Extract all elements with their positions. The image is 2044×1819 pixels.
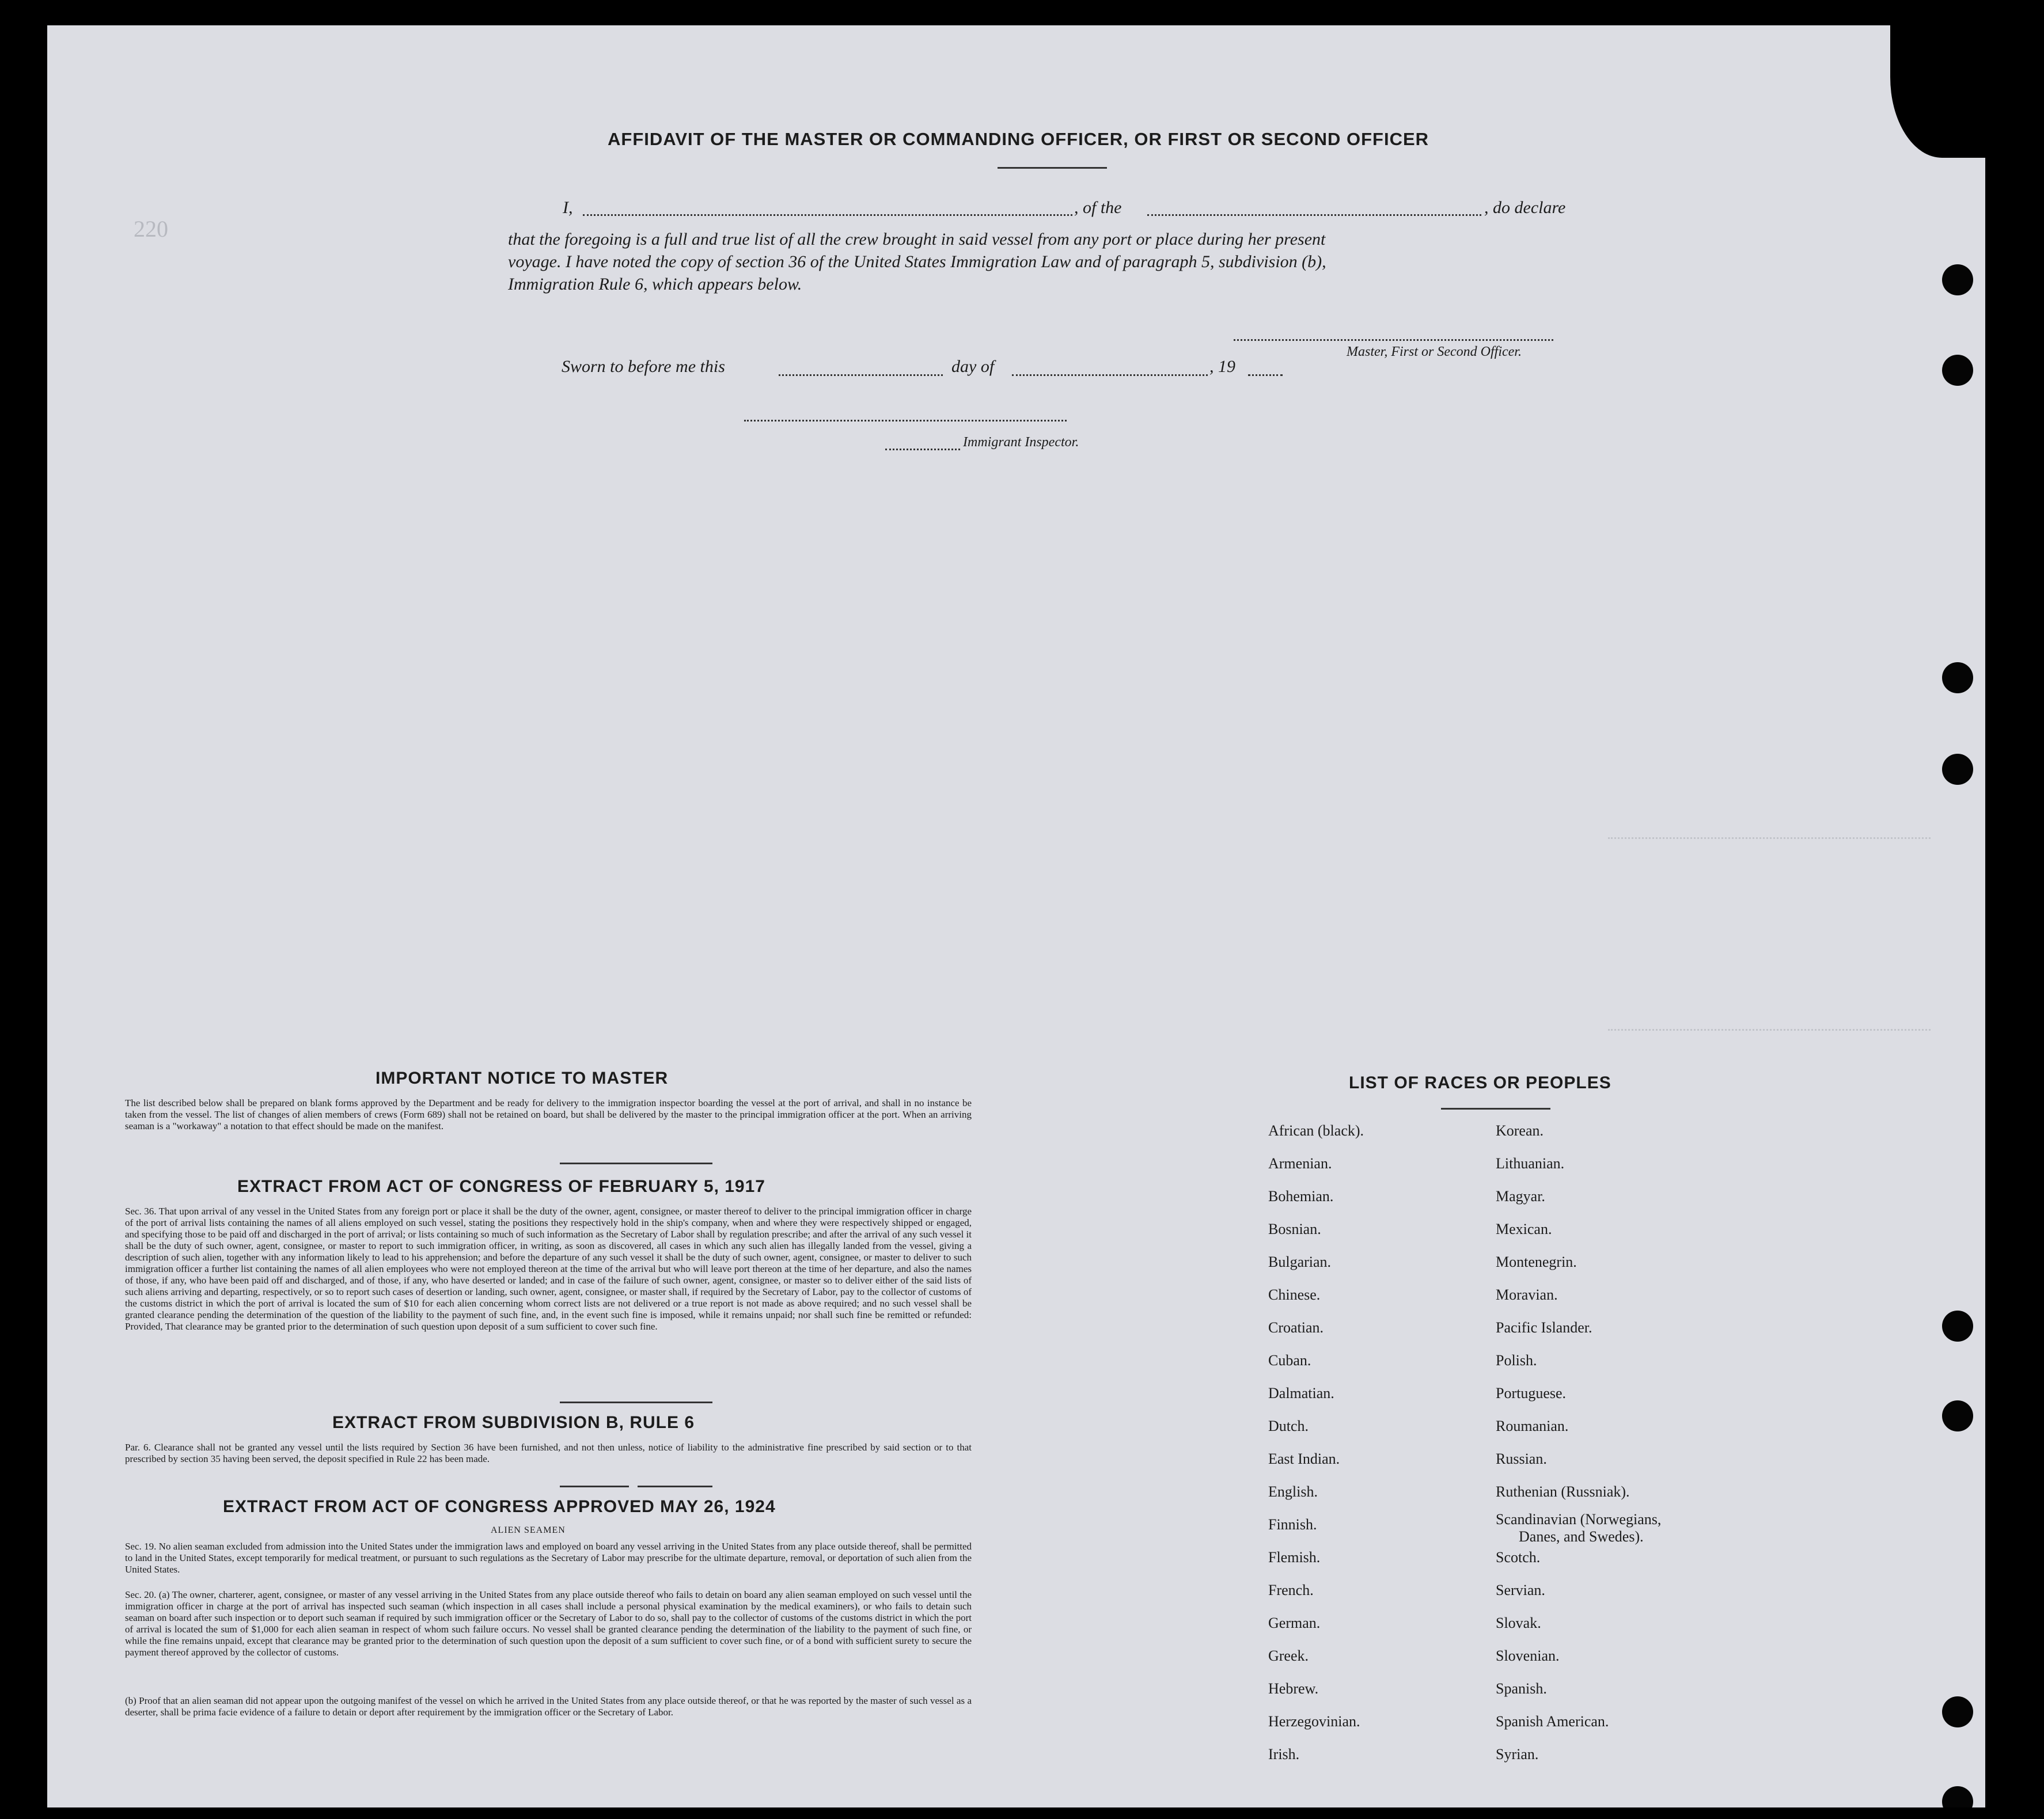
race-left: Cuban.: [1268, 1352, 1311, 1369]
affidavit-text-2: that the foregoing is a full and true list of all the crew brought in said vessel from any port or place during her present: [508, 230, 1326, 249]
race-left: Croatian.: [1268, 1319, 1324, 1336]
race-right: Slovak.: [1496, 1615, 1541, 1631]
race-right: Servian.: [1496, 1582, 1545, 1598]
race-right: Portuguese.: [1496, 1385, 1567, 1402]
race-right: Lithuanian.: [1496, 1155, 1565, 1172]
vessel-field[interactable]: [1147, 214, 1481, 216]
affidavit-title: AFFIDAVIT OF THE MASTER OR COMMANDING OFFICER, OR FIRST OR SECOND OFFICER: [608, 129, 1429, 149]
extract1-title: EXTRACT FROM ACT OF CONGRESS OF FEBRUARY 5, 1917: [237, 1177, 765, 1196]
race-left: East Indian.: [1268, 1450, 1340, 1467]
affidavit-do-declare: , do declare: [1484, 198, 1566, 217]
extract3-sec19: Sec. 19. No alien seaman excluded from admission into the United States under the immigration laws and employed on board any vessel arriving in the United States from any place outside thereof, shall be permitted to land in the United States, except temporarily for medical treatment, or pursuant to such regulations as the Secretary of Labor may prescribe for the ultimate departure, removal, or deportation of such alien from the United States.: [125, 1541, 972, 1575]
affidavit-text-3: voyage. I have noted the copy of section 36 of the United States Immigration Law and of paragraph 5, subdivision (b),: [508, 252, 1326, 271]
race-right: Ruthenian (Russniak).: [1496, 1483, 1630, 1500]
race-right: Montenegrin.: [1496, 1254, 1577, 1270]
notice-body: The list described below shall be prepared on blank forms approved by the Department and be ready for delivery to the immigration inspector boarding the vessel at the port of arrival, and shall in no instance be taken from the vessel. The list of changes of alien members of crews (Form 689) shall not be retained on board, but shall be delivered by the master to the principal immigration officer at the port. When an arriving seaman is a "workaway" a notation to that effect should be made on the manifest.: [125, 1098, 972, 1131]
extract3-sec20: Sec. 20. (a) The owner, charterer, agent, consignee, or master of any vessel arriving in the United States from any place outside thereof who fails to detain on board any alien seaman employed on such vessel until the immigration officer in charge at the port of arrival has inspected such seaman (which inspection in all cases shall include a personal physical examination by the medical examiners), or who fails to detain such seaman on board after such inspection or to deport such seaman if required by such immigration officer or the Secretary of Labor to do so, shall pay to the collector of customs of the customs district in which the port of arrival is located the sum of $1,000 for each alien seaman in respect of whom such failure occurs. No vessel shall be granted clearance pending the determination of the liability to the payment of such fine, or while the fine remains unpaid, except that clearance may be granted prior to the determination of such question upon the deposit of a sum sufficient to cover such fine, or of a bond with sufficient surety to secure the payment thereof approved by the collector of customs.: [125, 1589, 972, 1658]
race-right: Polish.: [1496, 1352, 1537, 1369]
races-underline: [1441, 1108, 1550, 1110]
race-left: Dalmatian.: [1268, 1385, 1334, 1402]
race-right: Russian.: [1496, 1450, 1547, 1467]
divider-3a: [560, 1486, 629, 1487]
sworn-year-field[interactable]: [1248, 374, 1283, 376]
race-right: Slovenian.: [1496, 1647, 1560, 1664]
sworn-month-field[interactable]: [1012, 374, 1208, 376]
race-left: English.: [1268, 1483, 1318, 1500]
notice-title: IMPORTANT NOTICE TO MASTER: [376, 1069, 669, 1088]
affidavit-i: I,: [563, 198, 573, 217]
race-left: Finnish.: [1268, 1516, 1317, 1533]
affidavit-of-the: , of the: [1074, 198, 1122, 217]
master-label: Master, First or Second Officer.: [1347, 344, 1522, 359]
race-left: Flemish.: [1268, 1549, 1321, 1566]
inspector-prefix-dots: [885, 449, 960, 450]
extract2-title: EXTRACT FROM SUBDIVISION B, RULE 6: [332, 1413, 695, 1432]
race-left: Bosnian.: [1268, 1221, 1321, 1237]
race-right: Scotch.: [1496, 1549, 1541, 1566]
race-right: Scandinavian (Norwegians,: [1496, 1511, 1662, 1528]
master-signature-field[interactable]: [1234, 339, 1553, 341]
race-right: Magyar.: [1496, 1188, 1545, 1205]
race-left: Herzegovinian.: [1268, 1713, 1360, 1730]
title-underline: [998, 167, 1107, 169]
sworn-day-field[interactable]: [779, 374, 943, 376]
race-left: Bohemian.: [1268, 1188, 1334, 1205]
divider-1: [560, 1163, 712, 1164]
race-left: Greek.: [1268, 1647, 1309, 1664]
punch-hole: [1942, 754, 1973, 785]
punch-hole: [1942, 1786, 1973, 1807]
extract2-body: Par. 6. Clearance shall not be granted any vessel until the lists required by Section 36 have been furnished, and not then unless, notice of liability to the administrative fine prescribed by said section or to that prescribed by section 35 having been served, the deposit specified in Rule 22 has been made.: [125, 1442, 972, 1464]
race-right: Korean.: [1496, 1122, 1544, 1139]
sworn-year: , 19: [1209, 357, 1235, 376]
punch-hole: [1942, 662, 1973, 693]
punch-hole: [1942, 1696, 1973, 1727]
race-right: Roumanian.: [1496, 1418, 1569, 1434]
race-left: African (black).: [1268, 1122, 1364, 1139]
race-left: French.: [1268, 1582, 1314, 1598]
extract1-body: Sec. 36. That upon arrival of any vessel in the United States from any foreign port or place it shall be the duty of the owner, agent, consignee, or master thereof to deliver to the principal immigration officer in charge of the port of arrival lists containing the names of all aliens employed on such vessel, stating the positions they respectively hold in the ship's company, when and where they were respectively shipped or engaged, and specifying those to be paid off and discharged in the port of arrival; or lists containing so much of such information as the Secretary of Labor shall by regulation prescribe; and after the arrival of any such vessel it shall be the duty of such owner, agent, consignee, or master to report to such immigration officer, in writing, as soon as discovered, all cases in which any such alien has illegally landed from the vessel, giving a description of such alien, together with any information likely to lead to his apprehension; and before the departure of any such vessel it shall be the duty of such owner, agent, consignee, or master to deliver to such immigration officer a further list containing the names of all alien employees who were not employed thereon at the time of the arrival but who will leave port thereon at the time of her departure, and also the names of those, if any, who have been paid off and discharged, and of those, if any, who have deserted or landed; and in case of the failure of such owner, agent, consignee, or master so to deliver either of the said lists of such aliens arriving and departing, respectively, or so to report such cases of desertion or landing, such owner, agent, consignee, or master shall, if required by the Secretary of Labor, pay to the collector of customs of the customs district in which the port of arrival is located the sum of $10 for each alien concerning whom correct lists are not delivered or a true report is not made as above required; and no such vessel shall be granted clearance pending the determination of the question of the liability to the payment of such fine, and, in the event such fine is imposed, while it remains unpaid; nor shall such fine be remitted or refunded: Provided, That clearance may be granted prior to the determination of such question upon deposit of a sum sufficient to cover such fine.: [125, 1206, 972, 1332]
punch-hole: [1942, 355, 1973, 386]
bleed-through-mark: 220: [134, 216, 168, 242]
affidavit-text-4: Immigration Rule 6, which appears below.: [508, 275, 802, 294]
name-field[interactable]: [583, 214, 1072, 216]
race-left: German.: [1268, 1615, 1321, 1631]
divider-3b: [638, 1486, 712, 1487]
race-right: Moravian.: [1496, 1286, 1558, 1303]
race-right: Syrian.: [1496, 1746, 1539, 1763]
race-left: Dutch.: [1268, 1418, 1309, 1434]
form-page: [47, 25, 1985, 1807]
race-right-continuation: Danes, and Swedes).: [1519, 1528, 1644, 1545]
race-right: Spanish American.: [1496, 1713, 1609, 1730]
sworn-day-of: day of: [951, 357, 995, 376]
punch-hole: [1942, 1311, 1973, 1342]
race-left: Irish.: [1268, 1746, 1300, 1763]
inspector-label: Immigrant Inspector.: [963, 435, 1079, 450]
race-left: Hebrew.: [1268, 1680, 1319, 1697]
punch-hole: [1942, 1400, 1973, 1431]
race-right: Mexican.: [1496, 1221, 1552, 1237]
inspector-signature-field[interactable]: [744, 420, 1067, 421]
sworn-prefix: Sworn to before me this: [562, 357, 725, 376]
race-right: Pacific Islander.: [1496, 1319, 1592, 1336]
race-right: Spanish.: [1496, 1680, 1547, 1697]
divider-2: [560, 1402, 712, 1403]
race-left: Bulgarian.: [1268, 1254, 1332, 1270]
race-left: Chinese.: [1268, 1286, 1321, 1303]
extract3-title: EXTRACT FROM ACT OF CONGRESS APPROVED MAY 26, 1924: [223, 1497, 776, 1516]
punch-hole: [1942, 264, 1973, 295]
extract3-sec20b: (b) Proof that an alien seaman did not appear upon the outgoing manifest of the vessel on which he arrived in the United States from any place outside thereof, or that he was reported by the master of such vessel as a deserter, shall be prima facie evidence of a failure to detain or deport after requirement by the immigration officer or the Secretary of Labor.: [125, 1695, 972, 1718]
torn-corner: [1890, 25, 1985, 158]
race-left: Armenian.: [1268, 1155, 1332, 1172]
bleed-through-lines: [1608, 837, 1931, 1031]
races-title: LIST OF RACES OR PEOPLES: [1349, 1073, 1611, 1092]
extract3-subtitle: ALIEN SEAMEN: [491, 1525, 566, 1535]
